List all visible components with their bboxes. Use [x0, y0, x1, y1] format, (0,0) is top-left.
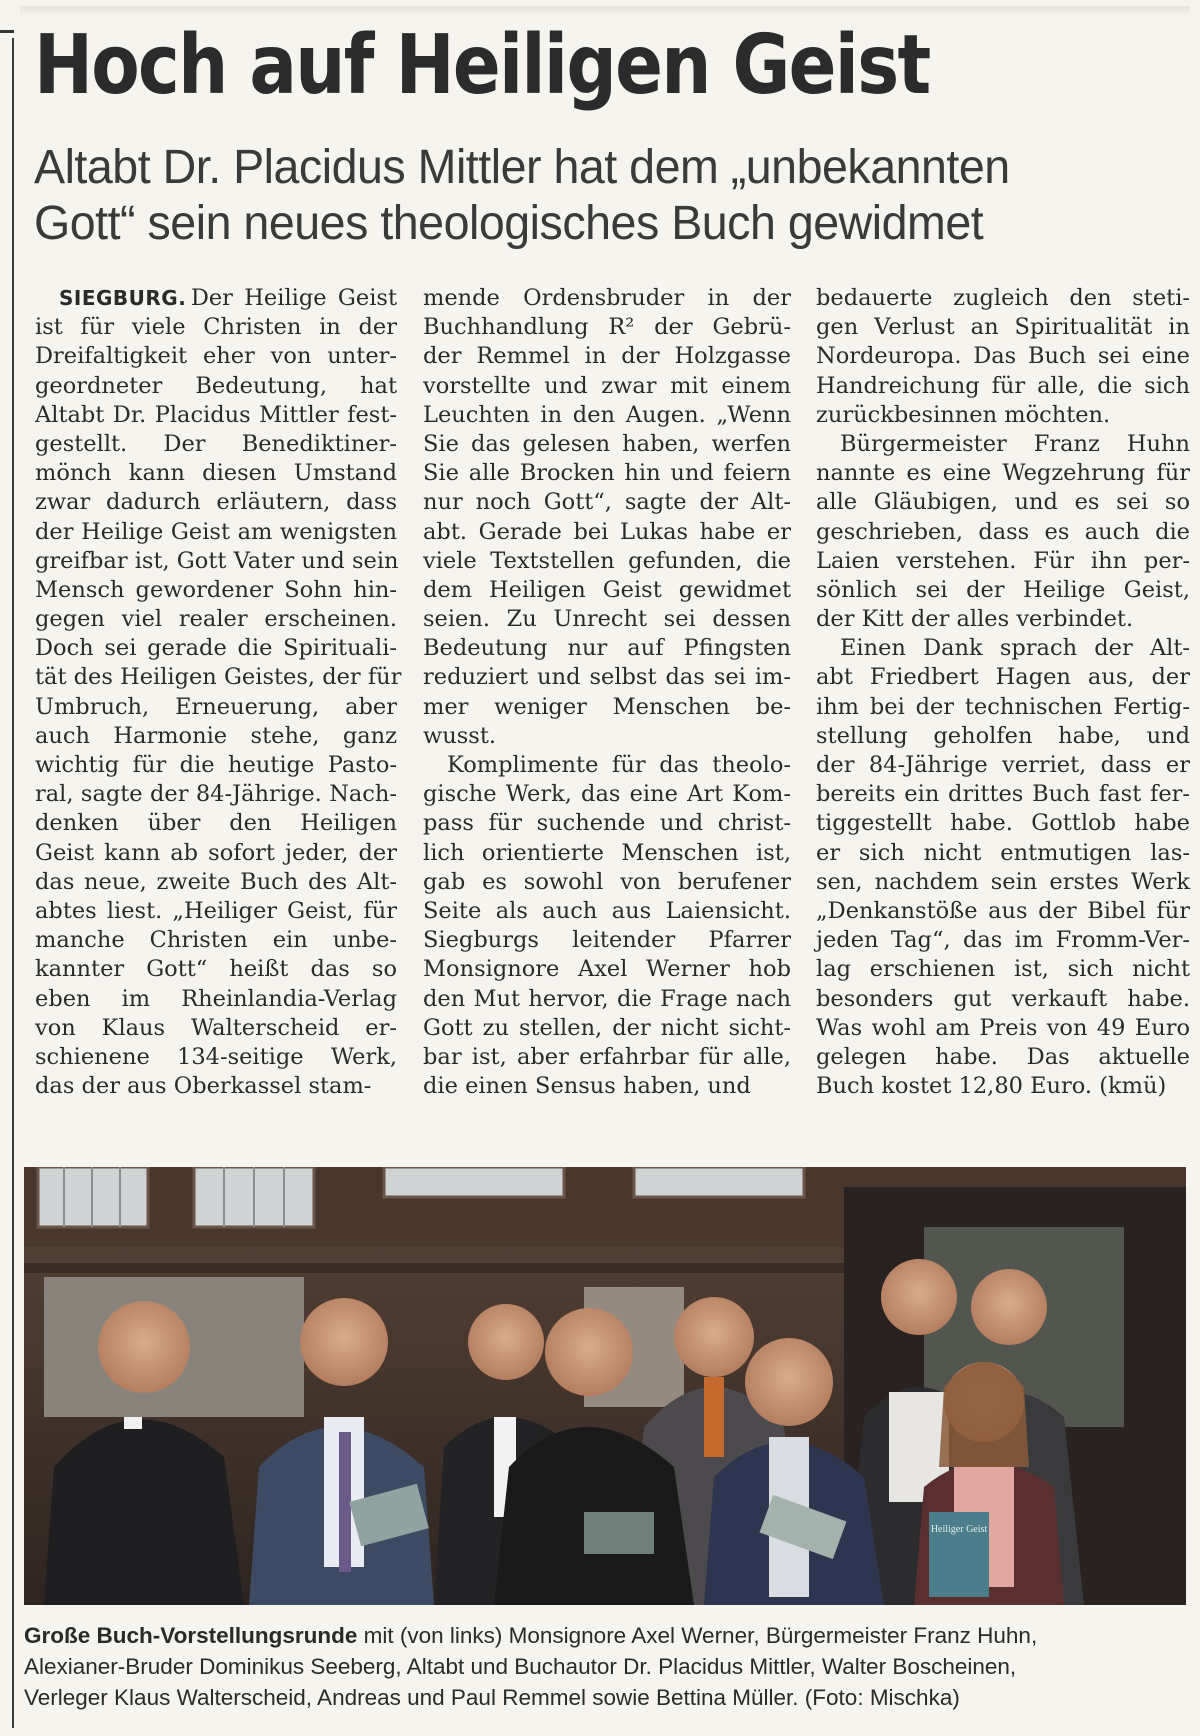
- article-line: den Mut hervor, die Frage nach: [423, 985, 791, 1012]
- article-line: gische Werk, das eine Art Kom-: [423, 781, 791, 808]
- article-line: vorstellte und zwar mit einem: [423, 372, 791, 399]
- article-line: [35, 284, 397, 313]
- article-line: Buchhandlung R² der Gebrü-: [423, 314, 791, 341]
- article-line: greifbar ist, Gott Vater und sein: [35, 547, 399, 574]
- article-line: der Heilige Geist am wenigsten: [35, 518, 397, 545]
- article-line: das neue, zweite Buch des Alt-: [35, 868, 397, 895]
- article-line: Altabt Dr. Placidus Mittler fest-: [35, 401, 397, 428]
- article-line: zwar dadurch erläutern, dass: [35, 489, 397, 516]
- article-line: von Klaus Walterscheid er-: [35, 1014, 397, 1041]
- article-line: Einen Dank sprach der Alt-: [840, 635, 1190, 662]
- corner-mark: [0, 30, 14, 33]
- article-line: Doch sei gerade die Spirituali-: [35, 635, 397, 662]
- article-line: „Denkanstöße aus der Bibel für: [816, 897, 1190, 924]
- caption-line: Alexianer-Bruder Dominikus Seeberg, Altabt und Buchautor Dr. Placidus Mittler, Walter Boscheinen,: [24, 1654, 1017, 1679]
- group-photo: [24, 1167, 1186, 1605]
- article-line: geordneter Bedeutung, hat: [35, 372, 397, 399]
- article-line: lag erschienen ist, sich nicht: [816, 956, 1190, 983]
- article-text: Der Heilige Geist: [190, 285, 397, 311]
- article-line: mönch kann diesen Umstand: [35, 460, 397, 487]
- article-line: jeden Tag“, das im Fromm-Ver-: [816, 927, 1190, 954]
- article-line: gelegen habe. Das aktuelle: [816, 1043, 1190, 1070]
- article-line: gestellt. Der Benediktiner-: [35, 430, 397, 457]
- article-line: seien. Zu Unrecht sei dessen: [423, 606, 791, 633]
- article-line: stellung geholfen habe, und: [816, 722, 1190, 749]
- article-line: abt Friedbert Hagen aus, der: [816, 664, 1190, 691]
- article-line: Komplimente für das theolo-: [447, 752, 791, 778]
- article-line: nur noch Gott“, sagte der Alt-: [423, 489, 791, 516]
- article-line: Umbruch, Erneuerung, aber: [35, 693, 397, 720]
- article-line: Buch kostet 12,80 Euro. (kmü): [816, 1073, 1167, 1100]
- article-line: gab es sowohl von berufener: [423, 868, 791, 895]
- article-line: Sie alle Brocken hin und feiern: [423, 460, 791, 487]
- article-line: Siegburgs leitender Pfarrer: [423, 927, 791, 954]
- article-line: abtes liest. „Heiliger Geist, für: [35, 897, 397, 924]
- subheadline-line: Gott“ sein neues theologisches Buch gewidmet: [34, 197, 984, 250]
- article-line: Seite als auch aus Laiensicht.: [423, 897, 791, 924]
- article-line: tiggestellt habe. Gottlob habe: [816, 810, 1190, 837]
- article-line: der Kitt der alles verbindet.: [816, 606, 1134, 633]
- article-line: Nordeuropa. Das Buch sei eine: [816, 343, 1190, 370]
- caption-text: mit (von links) Monsignore Axel Werner, Bürgermeister Franz Huhn,: [357, 1623, 1038, 1648]
- article-line: Handreichung für alle, die sich: [816, 372, 1190, 399]
- article-line: Laien verstehen. Für ihn per-: [816, 547, 1190, 574]
- article-line: wusst.: [423, 722, 497, 749]
- article-line: zurückbesinnen möchten.: [816, 401, 1111, 428]
- article-line: sönlich sei der Heilige Geist,: [816, 576, 1190, 603]
- article-line: reduziert und selbst das sei im-: [423, 664, 791, 691]
- article-line: nannte es eine Wegzehrung für: [816, 460, 1190, 487]
- article-line: Mensch gewordener Sohn hin-: [35, 576, 397, 603]
- article-line: kannter Gott“ heißt das so: [35, 956, 397, 983]
- article-line: tät des Heiligen Geistes, der für: [35, 664, 402, 691]
- book-cover-title: Heiliger Geist: [930, 1524, 988, 1535]
- article-line: eben im Rheinlandia-Verlag: [35, 985, 397, 1012]
- subheadline-line: Altabt Dr. Placidus Mittler hat dem „unbekannten: [34, 141, 1010, 194]
- article-line: viele Textstellen gefunden, die: [423, 547, 791, 574]
- article-line: gegen viel realer erscheinen.: [35, 606, 397, 633]
- caption-line: Verleger Klaus Walterscheid, Andreas und Paul Remmel sowie Bettina Müller. (Foto: Mischka): [24, 1685, 960, 1710]
- article-line: geschrieben, dass es auch die: [816, 518, 1190, 545]
- article-line: manche Christen ein unbe-: [35, 927, 397, 954]
- article-line: Bedeutung nur auf Pfingsten: [423, 635, 791, 662]
- article-line: ist für viele Christen in der: [35, 314, 397, 341]
- left-column-rule: [12, 38, 14, 1728]
- article-column-2: [423, 284, 791, 1101]
- article-line: ihm bei der technischen Fertig-: [816, 693, 1190, 720]
- article-line: gen Verlust an Spiritualität in: [816, 314, 1190, 341]
- caption-lead: Große Buch-Vorstellungsrunde: [24, 1623, 358, 1648]
- article-line: dem Heiligen Geist gewidmet: [423, 576, 791, 603]
- article-line: Geist kann ab sofort jeder, der: [35, 839, 397, 866]
- article-line: schienene 134-seitige Werk,: [35, 1043, 397, 1070]
- article-line: Gott zu stellen, der nicht sicht-: [423, 1014, 791, 1041]
- article-column-3: [816, 284, 1190, 1101]
- article-line: bereits ein drittes Buch fast fer-: [816, 781, 1190, 808]
- article-line: bar ist, aber erfahrbar für alle,: [423, 1043, 791, 1070]
- article-line: mer weniger Menschen be-: [423, 693, 791, 720]
- article-line: alle Gläubigen, und es sei so: [816, 489, 1190, 516]
- article-line: mende Ordensbruder in der: [423, 285, 791, 311]
- headline: Hoch auf Heiligen Geist: [34, 18, 930, 113]
- article-line: Bürgermeister Franz Huhn: [840, 430, 1190, 457]
- article-line: denken über den Heiligen: [35, 810, 397, 837]
- article-line: er sich nicht entmutigen las-: [816, 839, 1190, 866]
- top-edge-shadow: [20, 6, 1190, 16]
- article-line: Monsignore Axel Werner hob: [423, 956, 791, 983]
- article-line: sen, nachdem sein erstes Werk: [816, 868, 1190, 895]
- article-line: wichtig für die heutige Pasto-: [35, 752, 397, 778]
- group-photo-illustration: [24, 1167, 1186, 1605]
- article-line: besonders gut verkauft habe.: [816, 985, 1190, 1012]
- article-line: Sie das gelesen haben, werfen: [423, 430, 791, 457]
- article-line: Was wohl am Preis von 49 Euro: [816, 1014, 1190, 1041]
- article-line: das der aus Oberkassel stam-: [35, 1073, 372, 1100]
- photo-caption: [24, 1620, 1189, 1713]
- article-line: die einen Sensus haben, und: [423, 1073, 751, 1100]
- article-column-1: [35, 284, 402, 1101]
- article-line: Leuchten in den Augen. „Wenn: [423, 401, 791, 428]
- article-line: abt. Gerade bei Lukas habe er: [423, 518, 791, 545]
- caption-line: [24, 1620, 1189, 1651]
- article-line: der 84-Jährige verriet, dass er: [816, 752, 1190, 778]
- article-line: bedauerte zugleich den steti-: [816, 285, 1190, 311]
- article-line: lich orientierte Menschen ist,: [423, 839, 791, 866]
- article-line: ral, sagte der 84-Jährige. Nach-: [35, 781, 397, 808]
- article-line: Dreifaltigkeit eher von unter-: [35, 343, 397, 370]
- subheadline: [34, 140, 1194, 252]
- dateline: SIEGBURG.: [59, 286, 187, 310]
- article-line: der Remmel in der Holzgasse: [423, 343, 791, 370]
- article-line: auch Harmonie stehe, ganz: [35, 722, 397, 749]
- article-line: pass für suchende und christ-: [423, 810, 791, 837]
